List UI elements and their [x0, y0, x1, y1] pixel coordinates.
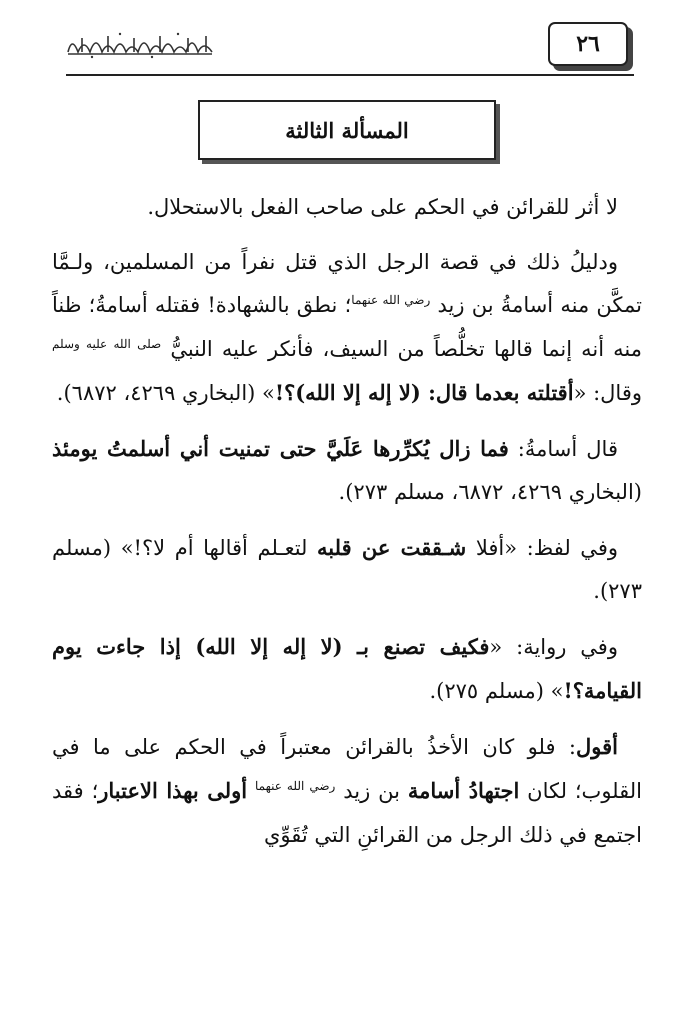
paragraph-5: وفي رواية: «فكيف تصنع بـ (لا إله إلا الله) إذا جاءت يوم القيامة؟!» (مسلم ٢٧٥).: [52, 633, 642, 703]
page-number: ٢٦: [576, 31, 600, 57]
usama-ijtihad-bold: اجتهادُ أسامة: [407, 778, 520, 803]
paragraph-3: قال أسامةُ: فما زال يُكرِّرها عَلَيَّ حتى تمنيت أني أسلمتُ يومئذ (البخاري ٤٢٦٩، ٦٨٧٢، مسلم ٢٧٣).: [52, 435, 642, 504]
section-title: المسألة الثالثة: [285, 117, 409, 143]
honorific-radiyallahu-anhuma: رضي الله عنهما: [351, 293, 431, 307]
page-number-badge: [548, 22, 628, 66]
day-of-judgement-bold: فكيف تصنع بـ (لا إله إلا الله) إذا جاءت يوم القيامة؟!: [52, 633, 642, 703]
split-heart-bold: شـققت عن قلبه: [317, 534, 467, 560]
header-divider: [66, 74, 634, 76]
paragraph-6: أقول: فلو كان الأخذُ بالقرائن معتبراً في الحكم على ما في القلوب؛ لكان اجتهادُ أسامة بن زيد $^{رضي الله عنهما}$ أولى بهذا الاعتبار؛ فقد اجتمع في ذلك الرجل من القرائنِ التي تُقَوِّي: [52, 733, 642, 847]
paragraph-2: ودليلُ ذلك في قصة الرجل الذي قتل نفراً من المسلمين، ولـمَّا تمكَّن منه أسامةُ بن زيد $^{رضي الله عنهما}$؛ نطق بالشهادة! فقتله أسامةُ؛ ظناً منه أنه إنما قالها تخلُّصاً من السيف، فأنكر عليه النبيُّ $^{صلى الله عليه وسلم}$ وقال: «أقتلته بعدما قال: (لا إله إلا الله)؟!» (البخاري ٤٢٦٩، ٦٨٧٢).: [52, 249, 642, 405]
paragraph-1: لا أثر للقرائن في الحكم على صاحب الفعل بالاستحلال.: [147, 195, 618, 219]
section-title-box: [198, 100, 496, 160]
paragraph-4: وفي لفظ: «أفلا شـققت عن قلبه لتعـلم أقالها أم لا؟!» (مسلم ٢٧٣).: [52, 534, 642, 603]
usama-quote-bold: فما زال يُكرِّرها عَلَيَّ حتى تمنيت أني أسلمتُ يومئذ: [52, 435, 509, 461]
book-title-calligraphy-logo: [62, 30, 218, 60]
hadith-quote-bold: أقتلته بعدما قال: (لا إله إلا الله)؟!: [274, 380, 574, 405]
aqul-bold: أقول: [576, 733, 618, 759]
more-worthy-bold: أولى بهذا الاعتبار: [98, 778, 248, 803]
honorific-salawat: صلى الله عليه وسلم: [52, 336, 162, 351]
honorific-radiyallahu-anhuma: رضي الله عنهما: [255, 779, 336, 793]
body-text: [52, 186, 642, 868]
